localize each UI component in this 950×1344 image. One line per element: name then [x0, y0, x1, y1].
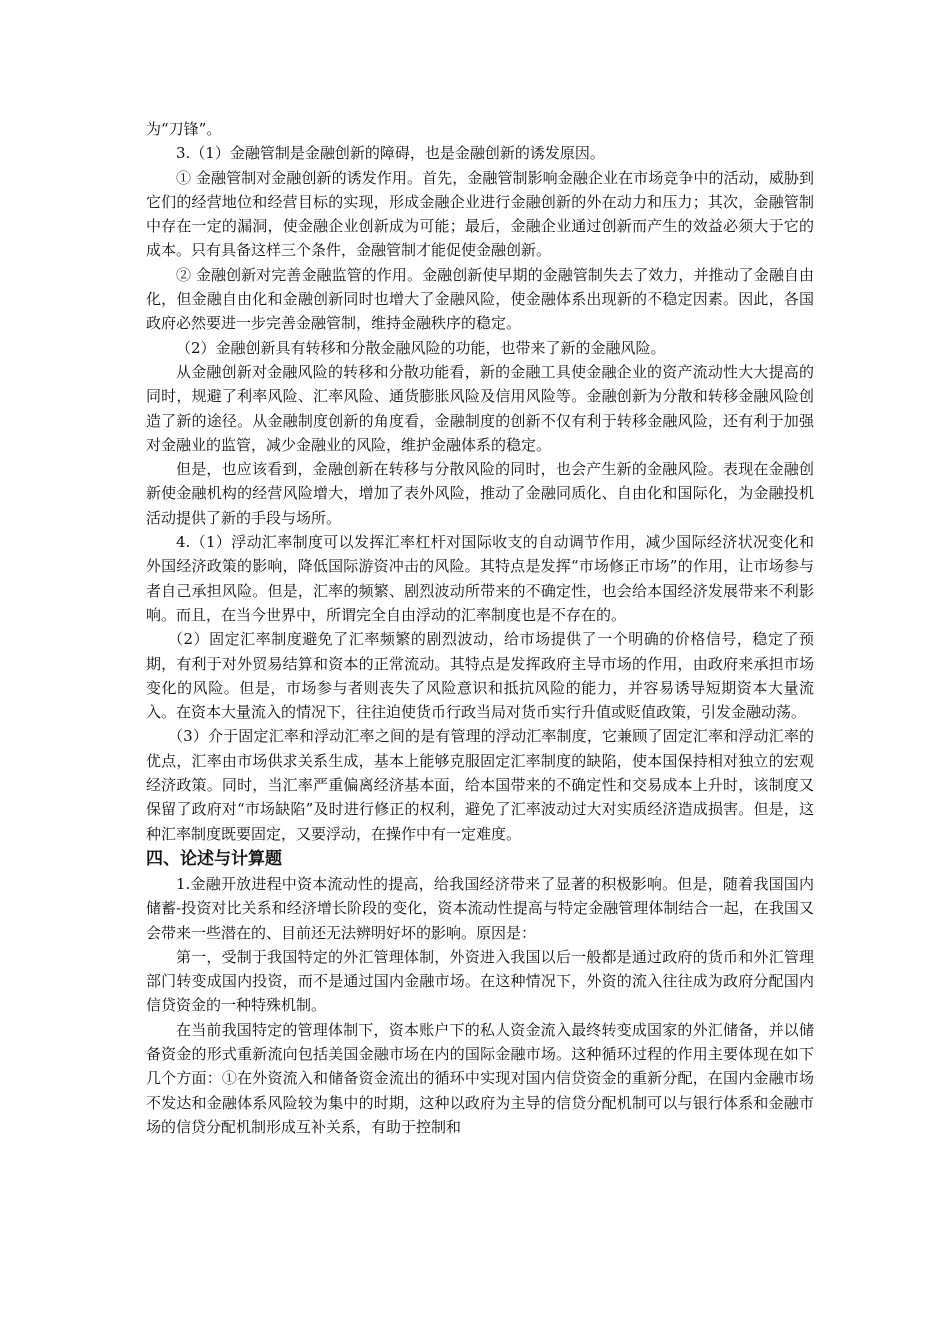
paragraph-3-1: 3.（1）金融管制是金融创新的障碍，也是金融创新的诱发原因。	[176, 144, 605, 163]
section-heading: 四、论述与计算题	[146, 848, 282, 869]
paragraph-4-2: （2）固定汇率制度避免了汇率频繁的剧烈波动，给市场提供了一个明确的价格信号，稳定了预期，有利于对外贸易结算和资本的正常流动。其特点是发挥政府主导市场的作用，由政府来承担市场变化的风险。但是，市场参与者则丧失了风险意识和抵抗风险的能力，并容易诱导短期资本大量流入。在资本大量流入的情况下，往往迫使货币行政当局对货币实行升值或贬值政策，引发金融动荡。	[146, 630, 814, 722]
paragraph-essay-1-cycle: 在当前我国特定的管理体制下，资本账户下的私人资金流入最终转变成国家的外汇储备，并以储备资金的形式重新流向包括美国金融市场在内的国际金融市场。这种循环过程的作用主要体现在如下几个方面：①在外资流入和储备资金流出的循环中实现对国内信贷资金的重新分配，在国内金融市场不发达和金融体系风险较为集中的时期，这种以政府为主导的信贷分配机制可以与银行体系和金融市场的信贷分配机制形成互补关系，有助于控制和	[146, 1020, 814, 1136]
paragraph-4-1: 4.（1）浮动汇率制度可以发挥汇率杠杆对国际收支的自动调节作用，减少国际经济状况变化和外国经济政策的影响，降低国际游资冲击的风险。其特点是发挥“市场修正市场”的作用，让市场参与者自己承担风险。但是，汇率的频繁、剧烈波动所带来的不确定性，也会给本国经济发展带来不利影响。而且，在当今世界中，所谓完全自由浮动的汇率制度也是不存在的。	[146, 533, 814, 624]
paragraph-4-3: （3）介于固定汇率和浮动汇率之间的是有管理的浮动汇率制度，它兼顾了固定汇率和浮动汇率的优点，汇率由市场供求关系生成，基本上能够克服固定汇率制度的缺陷，使本国保持相对独立的宏观经济政策。同时，当汇率严重偏离经济基本面，给本国带来的不确定性和交易成本上升时，该制度又保留了政府对“市场缺陷”及时进行修正的权利，避免了汇率波动过大对实质经济造成损害。但是，这种汇率制度既要固定，又要浮动，在操作中有一定难度。	[146, 727, 814, 843]
paragraph-3-1-b: ② 金融创新对完善金融监管的作用。金融创新使早期的金融管制失去了效力，并推动了金融自由化，但金融自由化和金融创新同时也增大了金融风险，使金融体系出现新的不稳定因素。因此，各国政府必然要进一步完善金融管制，维持金融秩序的稳定。	[146, 265, 814, 333]
paragraph-essay-1: 1.金融开放进程中资本流动性的提高，给我国经济带来了显著的积极影响。但是，随着我国国内储蓄-投资对比关系和经济增长阶段的变化，资本流动性提高与特定金融管理体制结合一起，在我国又会带来一些潜在的、目前还无法辨明好坏的影响。原因是：	[146, 874, 814, 942]
paragraph-3-2-b: 但是，也应该看到，金融创新在转移与分散风险的同时，也会产生新的金融风险。表现在金融创新使金融机构的经营风险增大，增加了表外风险，推动了金融同质化、自由化和国际化，为金融投机活动提供了新的手段与场所。	[146, 460, 814, 527]
paragraph-essay-1-first: 第一，受制于我国特定的外汇管理体制，外资进入我国以后一般都是通过政府的货币和外汇管理部门转变成国内投资，而不是通过国内金融市场。在这种情况下，外资的流入往往成为政府分配国内信贷资金的一种特殊机制。	[146, 947, 814, 1015]
paragraph-3-2-a: 从金融创新对金融风险的转移和分散功能看，新的金融工具使金融企业的资产流动性大大提高的同时，规避了利率风险、汇率风险、通货膨胀风险及信用风险等。金融创新为分散和转移金融风险创造了新的途径。从金融制度创新的角度看，金融制度的创新不仅有利于转移金融风险，还有利于加强对金融业的监管，减少金融业的风险，维护金融体系的稳定。	[146, 362, 814, 454]
document-page	[146, 117, 814, 1139]
paragraph-continuation: 为“刀锋”。	[146, 120, 222, 138]
paragraph-3-2: （2）金融创新具有转移和分散金融风险的功能，也带来了新的金融风险。	[176, 338, 666, 357]
paragraph-3-1-a: ① 金融管制对金融创新的诱发作用。首先，金融管制影响金融企业在市场竞争中的活动，威胁到它们的经营地位和经营目标的实现，形成金融企业进行金融创新的外在动力和压力；其次，金融管制中存在一定的漏洞，使金融企业创新成为可能；最后，金融企业通过创新而产生的效益必须大于它的成本。只有具备这样三个条件，金融管制才能促使金融创新。	[146, 168, 814, 260]
